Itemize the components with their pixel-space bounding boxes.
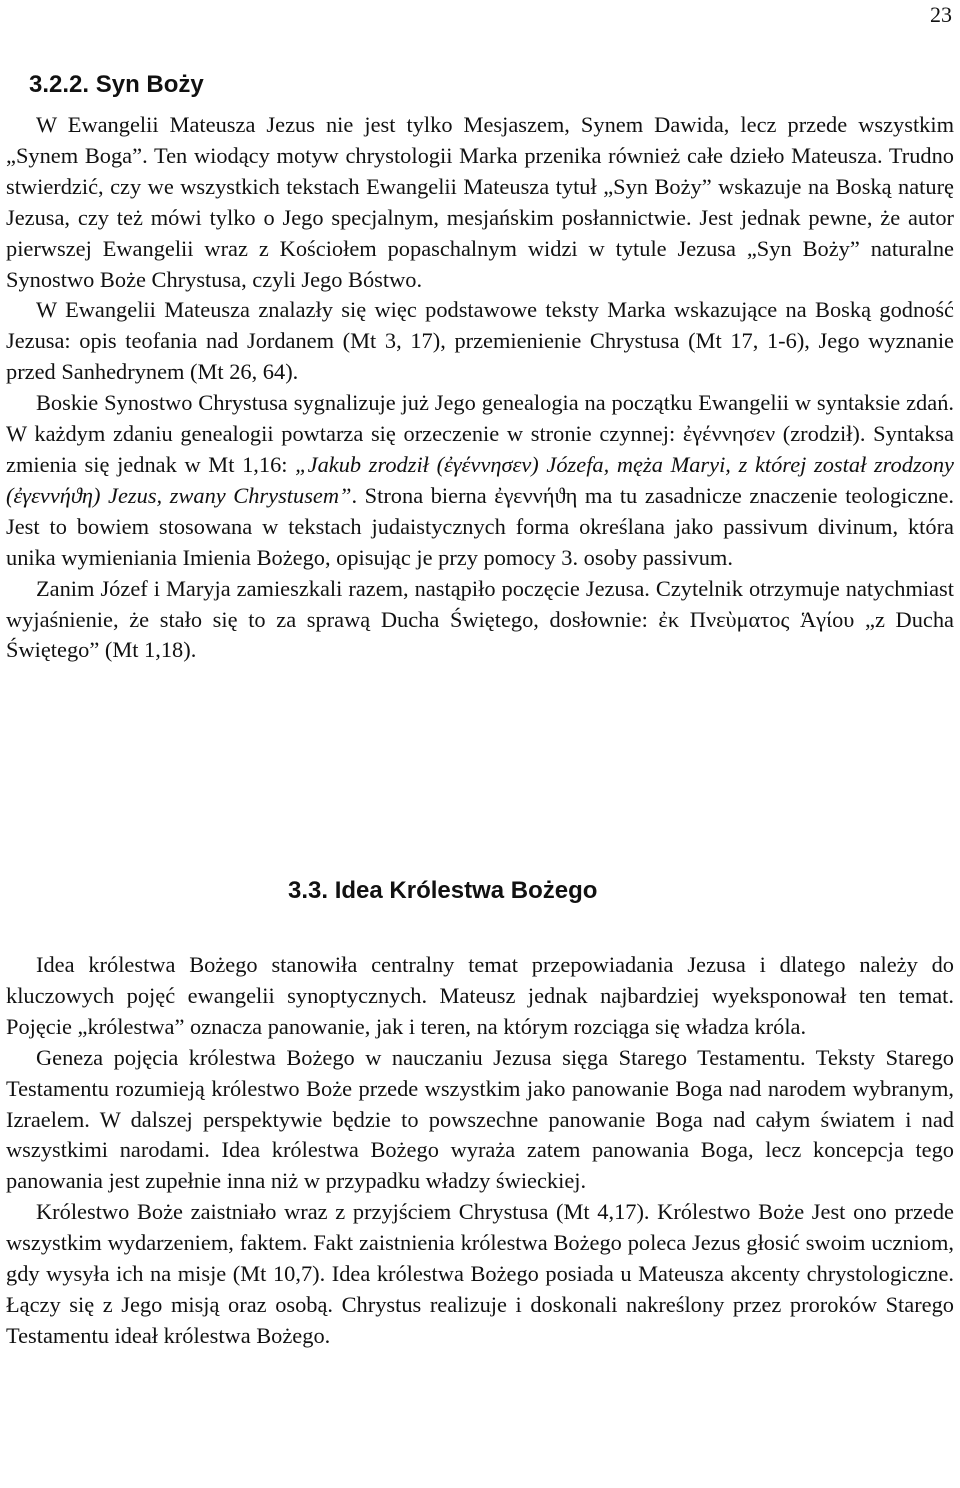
text-run: . Strona bierna ἐγεννήϑη ma tu zasadnicze znaczenie teologiczne. Jest to bowiem stosowana w tekstach judaistycznych forma określana jako passivum divinum, która unika wymieniania Imienia Bożego, opisując je przy pomocy 3. osoby passivum. bbox=[6, 482, 954, 570]
paragraph bbox=[6, 388, 954, 573]
text-run: Królestwo Boże zaistniało wraz z przyjściem Chrystusa (Mt 4,17). Królestwo Boże Jest ono przede wszystkim wydarzeniem, faktem. Fakt zaistnienia królestwa Bożego poleca Jezus głosić swoim uczniom, gdy wysyła ich na misje (Mt 10,7). Idea królestwa Bożego posiada u Mateusza akcenty chrystologiczne. Łączy się z Jego misją oraz osobą. Chrystus realizuje i doskonali nakreślony przez proroków Starego Testamentu ideał królestwa Bożego. bbox=[6, 1199, 954, 1348]
text-run: Zanim Józef i Maryja zamieszkali razem, nastąpiło poczęcie Jezusa. Czytelnik otrzymuje natychmiast wyjaśnienie, że stało się to za sprawą Ducha Świętego, dosłownie: ἐκ Πνεὺματος Ἁγίου „z Ducha Świętego” (Mt 1,18). bbox=[6, 575, 954, 663]
text-run: Geneza pojęcia królestwa Bożego w nauczaniu Jezusa sięga Starego Testamentu. Teksty Starego Testamentu rozumieją królestwo Boże przede wszystkim jako panowanie Boga nad narodem wybranym, Izraelem. W dalszej perspektywie będzie to powszechne panowanie Boga nad całym światem i nad wszystkimi narodami. Idea królestwa Bożego wyraża zatem panowania Boga, lecz koncepcja tego panowania jest zupełnie inna niż w przypadku władzy świeckiej. bbox=[6, 1044, 954, 1194]
page-number: 23 bbox=[930, 2, 952, 27]
quoted-verse: „Jakub zrodził (ἐγέννησεν) Józefa, męża Maryi, z której został zrodzony (ἐγεννήϑη) Jezus, zwany Chrystusem” bbox=[6, 451, 954, 508]
section-body-syn-bozy bbox=[6, 110, 954, 666]
text-run: Idea królestwa Bożego stanowiła centralny temat przepowiadania Jezusa i dlatego należy do kluczowych pojęć ewangelii synoptycznych. Mateusz jednak najbardziej wyeksponował ten temat. Pojęcie „królestwa” oznacza panowanie, jak i teren, na którym rozciąga się władza króla. bbox=[6, 952, 954, 1039]
paragraph bbox=[6, 1043, 954, 1198]
paragraph bbox=[6, 110, 954, 295]
section-heading-syn-bozy: 3.2.2. Syn Boży bbox=[29, 71, 204, 98]
text-run: W Ewangelii Mateusza znalazły się więc podstawowe teksty Marka wskazujące na Boską godność Jezusa: opis teofania nad Jordanem (Mt 3, 17), przemienienie Chrystusa (Mt 17, 1-6), Jego wyznanie przed Sanhedrynem (Mt 26, 64). bbox=[6, 297, 954, 385]
paragraph bbox=[6, 574, 954, 667]
text-run: Boskie Synostwo Chrystusa sygnalizuje już Jego genealogia na początku Ewangelii w syntaksie zdań. W każdym zdaniu genealogii powtarza się orzeczenie w stronie czynnej: ἐγέννησεν (zrodził). Syntaksa zmienia się jednak w Mt 1,16: bbox=[6, 390, 954, 477]
paragraph bbox=[6, 950, 954, 1043]
text-run: W Ewangelii Mateusza Jezus nie jest tylko Mesjaszem, Synem Dawida, lecz przede wszystkim „Synem Boga”. Ten wiodący motyw chrystologii Marka przenika również całe dzieło Mateusza. Trudno stwierdzić, czy we wszystkich tekstach Ewangelii Mateusza tytuł „Syn Boży” wskazuje na Boską naturę Jezusa, czy też mówi tylko o Jego specjalnym, mesjańskim posłannictwie. Jest jednak pewne, że autor pierwszej Ewangelii wraz z Kościołem popaschalnym widzi w tytule Jezusa „Syn Boży” naturalne Synostwo Boże Chrystusa, czyli Jego Bóstwo. bbox=[6, 112, 954, 292]
section-body-idea-krolestwa bbox=[6, 950, 954, 1352]
paragraph bbox=[6, 295, 954, 388]
section-heading-idea-krolestwa: 3.3. Idea Królestwa Bożego bbox=[288, 877, 598, 904]
paragraph bbox=[6, 1197, 954, 1352]
